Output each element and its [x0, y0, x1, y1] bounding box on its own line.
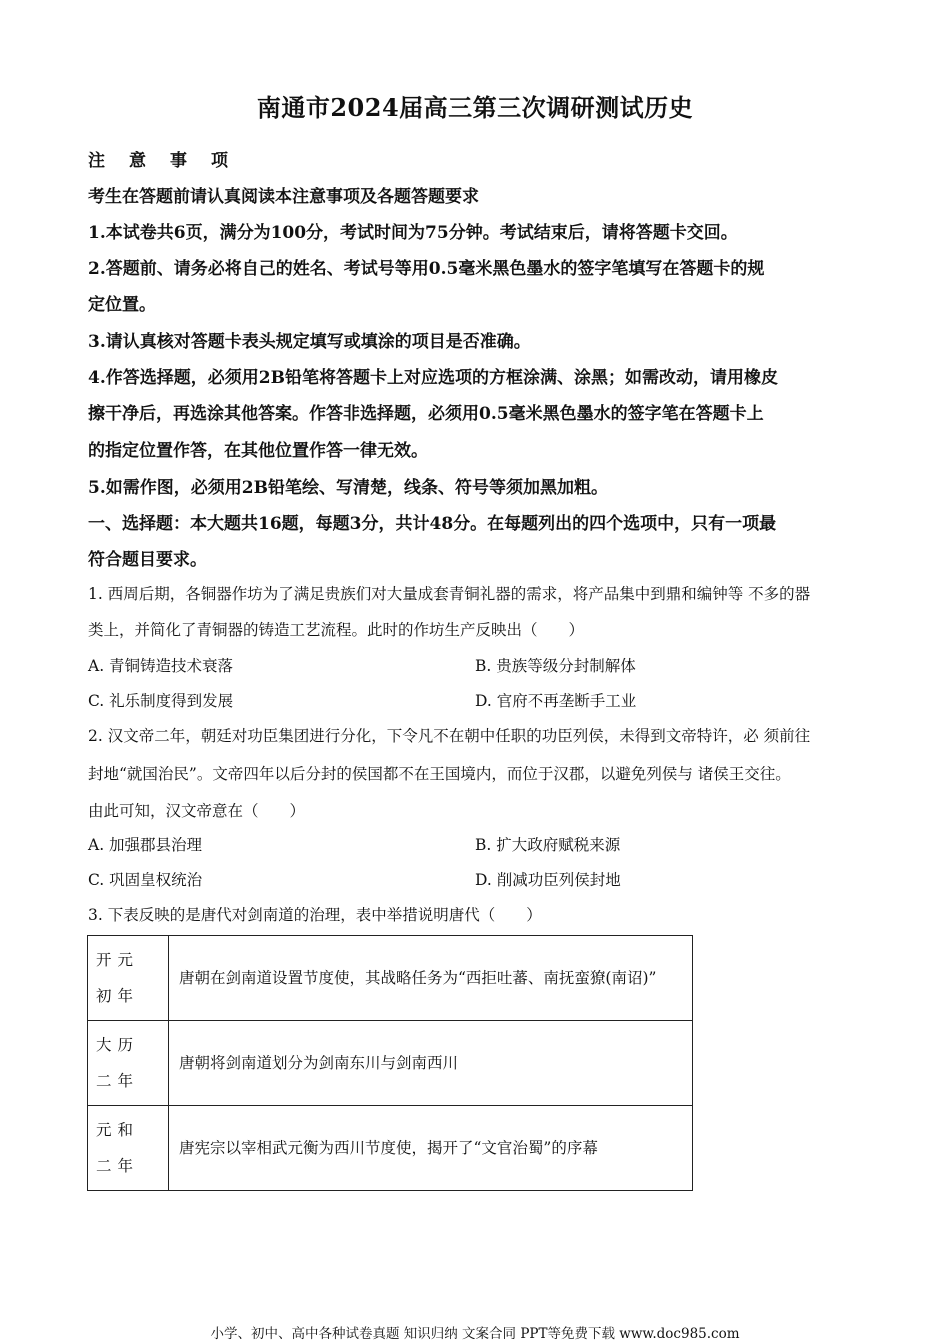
question-2-stem: 2. 汉文帝二年，朝廷对功臣集团进行分化，下令凡不在朝中任职的功臣列侯，未得到文帝特许，必 须前往: [88, 727, 811, 745]
notice-heading: 注意事项: [88, 151, 252, 171]
table-cell-event: 唐朝在剑南道设置节度使，其战略任务为“西拒吐蕃、南抚蛮獠(南诏)”: [169, 936, 693, 1021]
question-2-stem: 封地“就国治民”。文帝四年以后分封的侯国都不在王国境内，而位于汉郡，以避免列侯与 诸侯王交往。: [88, 765, 791, 783]
table-row: [88, 1106, 693, 1191]
question-1-option-c: C. 礼乐制度得到发展: [88, 692, 234, 710]
table-cell-period: 大历二年: [88, 1021, 169, 1106]
page-title: 南通市2024届高三第三次调研测试历史: [256, 93, 694, 122]
notice-item: 1.本试卷共6页，满分为100分，考试时间为75分钟。考试结束后，请将答题卡交回。: [88, 223, 738, 243]
notice-item: 的指定位置作答，在其他位置作答一律无效。: [88, 441, 428, 461]
section-heading-cont: 符合题目要求。: [88, 550, 207, 570]
table-cell-period: 开元初年: [88, 936, 169, 1021]
table-cell-event: 唐宪宗以宰相武元衡为西川节度使，揭开了“文官治蜀”的序幕: [169, 1106, 693, 1191]
question-3-stem: 3. 下表反映的是唐代对剑南道的治理，表中举措说明唐代（ ）: [88, 906, 542, 924]
question-2-option-d: D. 削减功臣列侯封地: [475, 871, 621, 889]
notice-item: 4.作答选择题，必须用2B铅笔将答题卡上对应选项的方框涂满、涂黑；如需改动，请用橡皮: [88, 368, 778, 388]
question-2-option-a: A. 加强郡县治理: [88, 836, 203, 854]
question-1-option-a: A. 青铜铸造技术衰落: [88, 657, 234, 675]
footer-ad-text: 小学、初中、高中各种试卷真题 知识归纳 文案合同 PPT等免费下载 www.doc985.com: [210, 1326, 740, 1342]
question-1-option-d: D. 官府不再垄断手工业: [475, 692, 637, 710]
notice-item: 定位置。: [88, 295, 156, 315]
notice-item: 2.答题前、请务必将自己的姓名、考试号等用0.5毫米黑色墨水的签字笔填写在答题卡的规: [88, 259, 765, 279]
question-2-option-c: C. 巩固皇权统治: [88, 871, 203, 889]
question-1-option-b: B. 贵族等级分封制解体: [475, 657, 636, 675]
notice-intro: 考生在答题前请认真阅读本注意事项及各题答题要求: [88, 187, 479, 207]
table-row: [88, 1021, 693, 1106]
question-3-table: [87, 935, 693, 1191]
question-1-stem: 1. 西周后期，各铜器作坊为了满足贵族们对大量成套青铜礼器的需求，将产品集中到鼎和编钟等 不多的器: [88, 585, 811, 603]
section-heading: 一、选择题：本大题共16题，每题3分，共计48分。在每题列出的四个选项中，只有一项最: [88, 514, 777, 534]
question-2-stem: 由此可知，汉文帝意在（ ）: [88, 802, 306, 820]
notice-item: 5.如需作图，必须用2B铅笔绘、写清楚，线条、符号等须加黑加粗。: [88, 478, 608, 498]
notice-item: 擦干净后，再选涂其他答案。作答非选择题，必须用0.5毫米黑色墨水的签字笔在答题卡上: [88, 404, 764, 424]
table-row: [88, 936, 693, 1021]
table-cell-event: 唐朝将剑南道划分为剑南东川与剑南西川: [169, 1021, 693, 1106]
notice-item: 3.请认真核对答题卡表头规定填写或填涂的项目是否准确。: [88, 332, 531, 352]
question-1-stem: 类上，并简化了青铜器的铸造工艺流程。此时的作坊生产反映出（ ）: [88, 621, 585, 639]
table-cell-period: 元和二年: [88, 1106, 169, 1191]
question-2-option-b: B. 扩大政府赋税来源: [475, 836, 621, 854]
